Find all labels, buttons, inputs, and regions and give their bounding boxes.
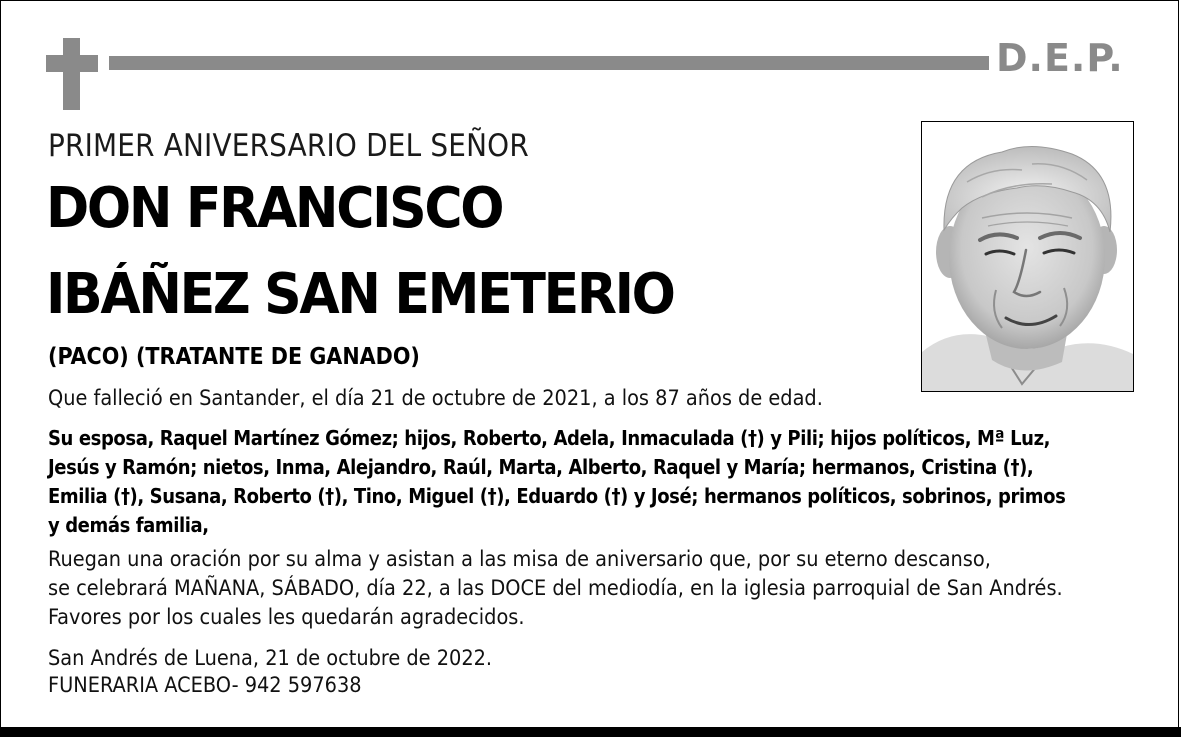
bottom-border	[0, 727, 1181, 737]
family-line: Su esposa, Raquel Martínez Gómez; hijos, Roberto, Adela, Inmaculada (†) y Pili; hijos políticos, Mª Luz,	[48, 426, 1051, 450]
header-rule	[109, 56, 989, 70]
request-line: se celebrará MAÑANA, SÁBADO, día 22, a las DOCE del mediodía, en la iglesia parroquial de San Andrés.	[48, 576, 1063, 601]
deceased-name-line1: DON FRANCISCO	[46, 176, 503, 241]
request-line: Favores por los cuales les quedarán agradecidos.	[48, 605, 525, 630]
cross-icon	[46, 38, 98, 110]
death-info: Que falleció en Santander, el día 21 de octubre de 2021, a los 87 años de edad.	[48, 386, 823, 411]
request-line: Ruegan una oración por su alma y asistan a las misa de aniversario que, por su eterno descanso,	[48, 547, 991, 572]
family-line: Emilia (†), Susana, Roberto (†), Tino, Miguel (†), Eduardo (†) y José; hermanos políticos, sobrinos, primos	[48, 484, 1066, 508]
notice-intro: PRIMER ANIVERSARIO DEL SEÑOR	[48, 128, 529, 164]
deceased-name-line2: IBÁÑEZ SAN EMETERIO	[46, 262, 674, 327]
funeral-home: FUNERARIA ACEBO- 942 597638	[48, 673, 362, 698]
place-date: San Andrés de Luena, 21 de octubre de 2022.	[48, 646, 493, 671]
dep-label: D.E.P.	[996, 36, 1124, 80]
deceased-photo	[921, 121, 1134, 392]
family-line: Jesús y Ramón; nietos, Inma, Alejandro, Raúl, Marta, Alberto, Raquel y María; hermanos, Cristina (†),	[48, 455, 1034, 479]
deceased-nickname: (PACO) (TRATANTE DE GANADO)	[48, 344, 420, 370]
family-line: y demás familia,	[48, 513, 209, 537]
